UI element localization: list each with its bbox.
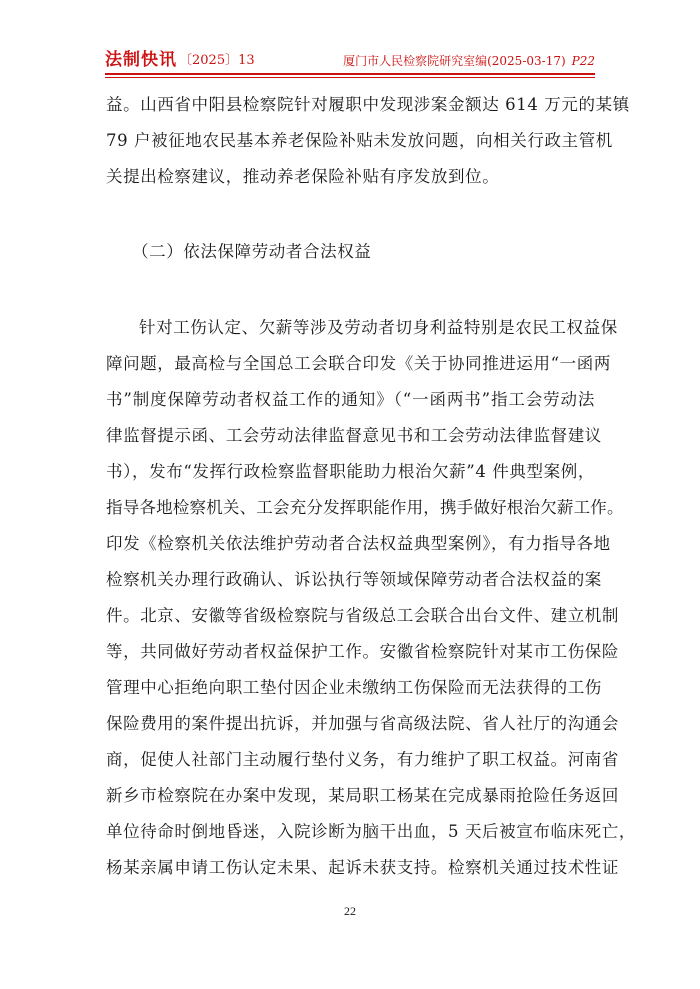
text-line: 针对工伤认定、欠薪等涉及劳动者切身利益特别是农民工权益保 [139,318,618,337]
document-header [105,50,595,70]
text-line: 关提出检察建议，推动养老保险补贴有序发放到位。 [106,167,500,186]
issue-number: 〔2025〕13 [179,53,255,68]
text-line: 律监督提示函、工会劳动法律监督意见书和工会劳动法律监督建议 [106,426,602,445]
text-line: 检察机关办理行政确认、诉讼执行等领域保障劳动者合法权益的案 [106,570,602,589]
publisher-text: 厦门市人民检察院研究室编(2025-03-17) [343,54,566,68]
text-line: 益。山西省中阳县检察院针对履职中发现涉案金额达 614 万元的某镇 [106,95,630,114]
text-line: 单位待命时倒地昏迷，入院诊断为脑干出血，5 天后被宣布临床死亡， [106,822,636,841]
text-line: 印发《检察机关依法维护劳动者合法权益典型案例》，有力指导各地 [106,534,611,553]
text-line: 保险费用的案件提出抗诉，并加强与省高级法院、省人社厅的沟通会 [106,714,619,733]
text-line: 指导各地检察机关、工会充分发挥职能作用，携手做好根治欠薪工作。 [106,498,624,517]
text-line: 商，促使人社部门主动履行垫付义务，有力维护了职工权益。河南省 [106,750,619,769]
text-line: 件。北京、安徽等省级检察院与省级总工会联合出台文件、建立机制 [106,606,619,625]
text-line: 管理中心拒绝向职工垫付因企业未缴纳工伤保险而无法获得的工伤 [106,678,602,697]
text-line: 障问题，最高检与全国总工会联合印发《关于协同推进运用“一函两 [106,354,611,373]
page-number: 22 [344,904,356,918]
text-line: 书”制度保障劳动者权益工作的通知》（“一函两书”指工会劳动法 [106,390,595,409]
header-rule-thick [105,73,595,75]
text-line: 等，共同做好劳动者权益保护工作。安徽省检察院针对某市工伤保险 [106,642,619,661]
text-line: 杨某亲属申请工伤认定未果、起诉未获支持。检察机关通过技术性证 [106,858,619,877]
header-page-ref: P22 [571,54,595,68]
header-publisher [343,52,595,70]
text-line: 79 户被征地农民基本养老保险补贴未发放问题，向相关行政主管机 [106,131,613,150]
header-rule-thin [105,77,595,78]
text-line: 书），发布“发挥行政检察监督职能助力根治欠薪”4 件典型案例， [106,462,595,481]
section-heading: （二）依法保障劳动者合法权益 [132,242,372,261]
text-line: 新乡市检察院在办案中发现，某局职工杨某在完成暴雨抢险任务返回 [106,786,619,805]
newsletter-title: 法制快讯 [105,50,177,70]
